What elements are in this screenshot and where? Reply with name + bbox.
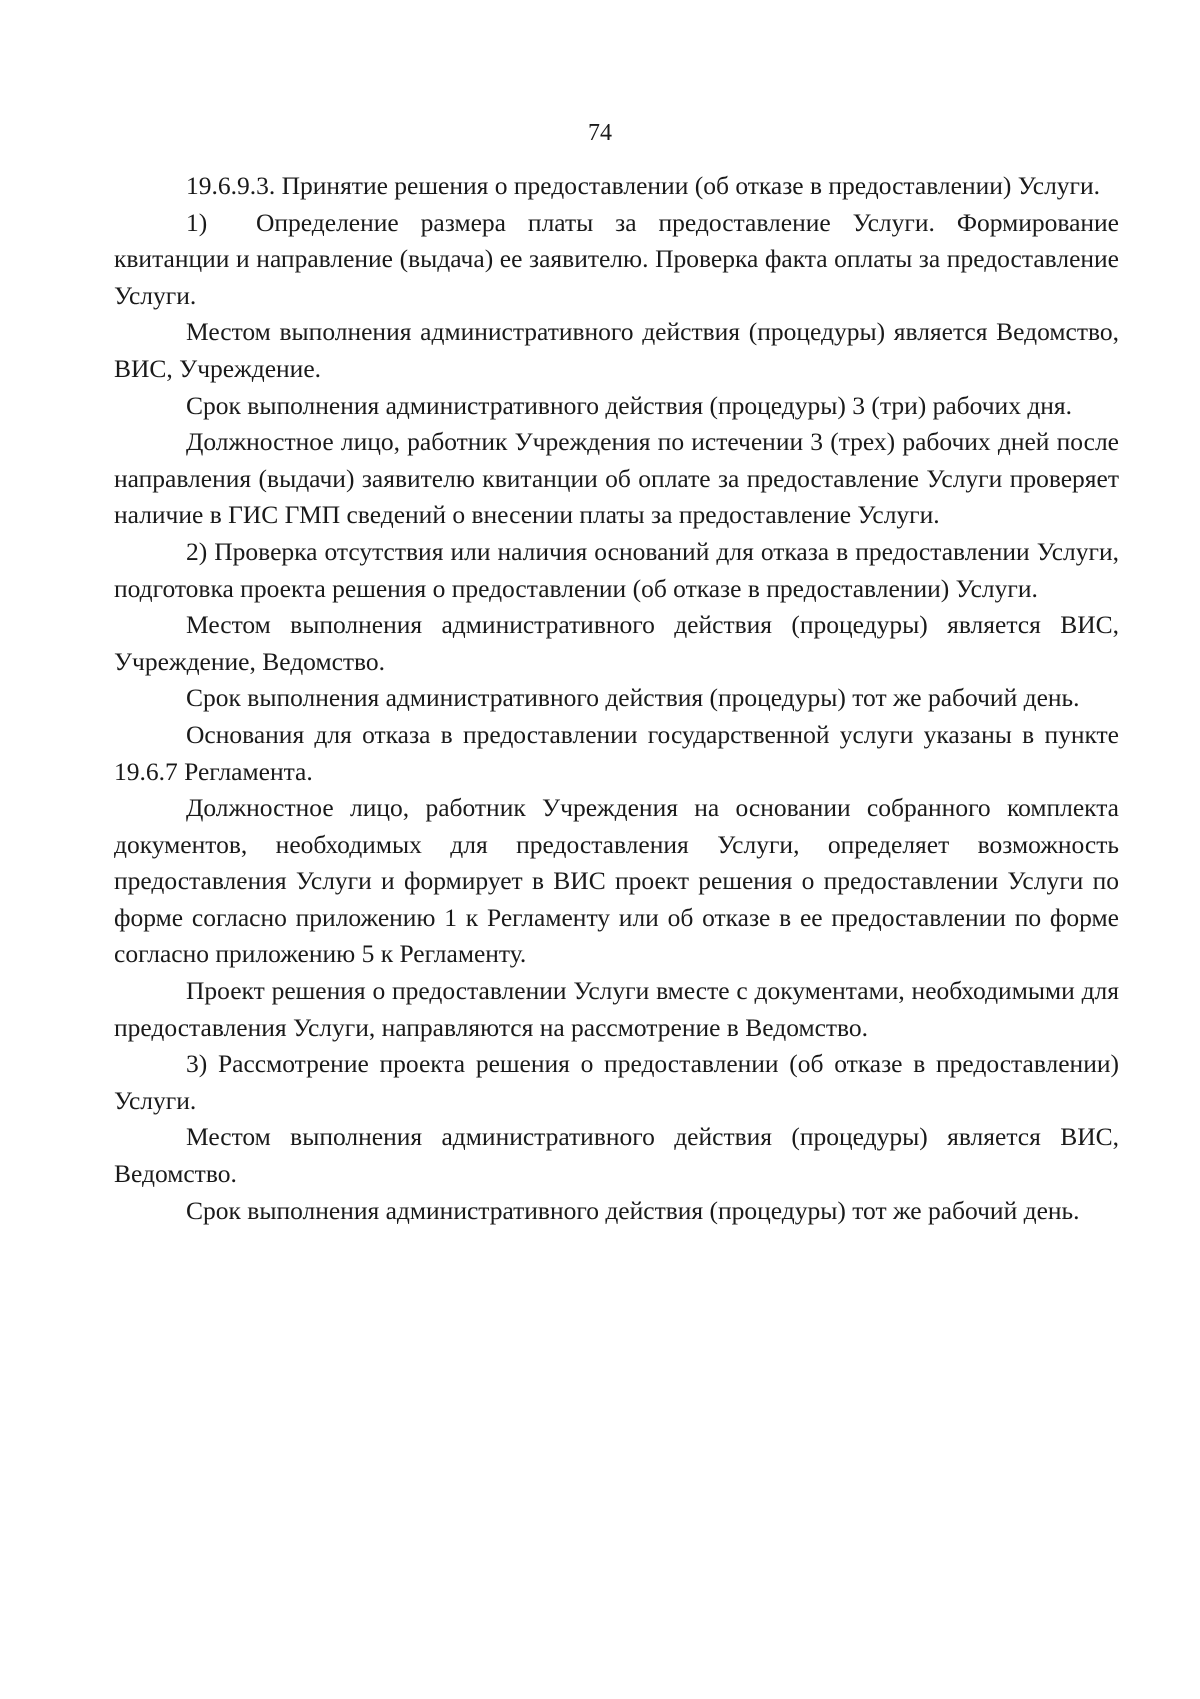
paragraph-item-3: 3) Рассмотрение проекта решения о предоставлении (об отказе в предоставлении) Услуги.	[114, 1049, 1119, 1115]
paragraph-item-1	[114, 205, 1119, 315]
paragraph: Основания для отказа в предоставлении государственной услуги указаны в пункте 19.6.7 Регламента.	[114, 719, 1119, 786]
paragraph: Местом выполнения административного действия (процедуры) является ВИС, Ведомство.	[114, 1122, 1119, 1189]
paragraph: Проект решения о предоставлении Услуги вместе с документами, необходимыми для предоставления Услуги, направляются на рассмотрение в Ведомство.	[114, 976, 1119, 1042]
paragraph: Должностное лицо, работник Учреждения по истечении 3 (трех) рабочих дней после направления (выдачи) заявителю квитанции об оплате за предоставление Услуги проверяет наличие в ГИС ГМП сведений о внесении платы за предоставление Услуги.	[114, 427, 1119, 530]
paragraph: Срок выполнения административного действия (процедуры) 3 (три) рабочих дня.	[186, 390, 1073, 420]
item-number: 1)	[186, 207, 208, 237]
item-text: Определение размера платы за предоставление Услуги. Формирование квитанции и направление (выдача) ее заявителю. Проверка факта оплаты за предоставление Услуги.	[114, 207, 1119, 310]
paragraph: Местом выполнения административного действия (процедуры) является Ведомство, ВИС, Учреждение.	[114, 317, 1119, 383]
paragraph-item-2: 2) Проверка отсутствия или наличия оснований для отказа в предоставлении Услуги, подготовка проекта решения о предоставлении (об отказе в предоставлении) Услуги.	[114, 536, 1119, 603]
paragraph: Местом выполнения административного действия (процедуры) является ВИС, Учреждение, Ведомство.	[114, 610, 1119, 676]
paragraph: Срок выполнения административного действия (процедуры) тот же рабочий день.	[186, 1195, 1080, 1225]
paragraph: Срок выполнения административного действия (процедуры) тот же рабочий день.	[186, 683, 1080, 713]
paragraph: Должностное лицо, работник Учреждения на основании собранного комплекта документов, необходимых для предоставления Услуги, определяет возможность предоставления Услуги и формирует в ВИС проект решения о предоставлении Услуги по форме согласно приложению 1 к Регламенту или об отказе в ее предоставлении по форме согласно приложению 5 к Регламенту.	[114, 793, 1119, 969]
paragraph-section-title: 19.6.9.3. Принятие решения о предоставлении (об отказе в предоставлении) Услуги.	[186, 171, 1101, 200]
page-number: 74	[588, 120, 612, 146]
document-body	[114, 168, 1119, 1229]
